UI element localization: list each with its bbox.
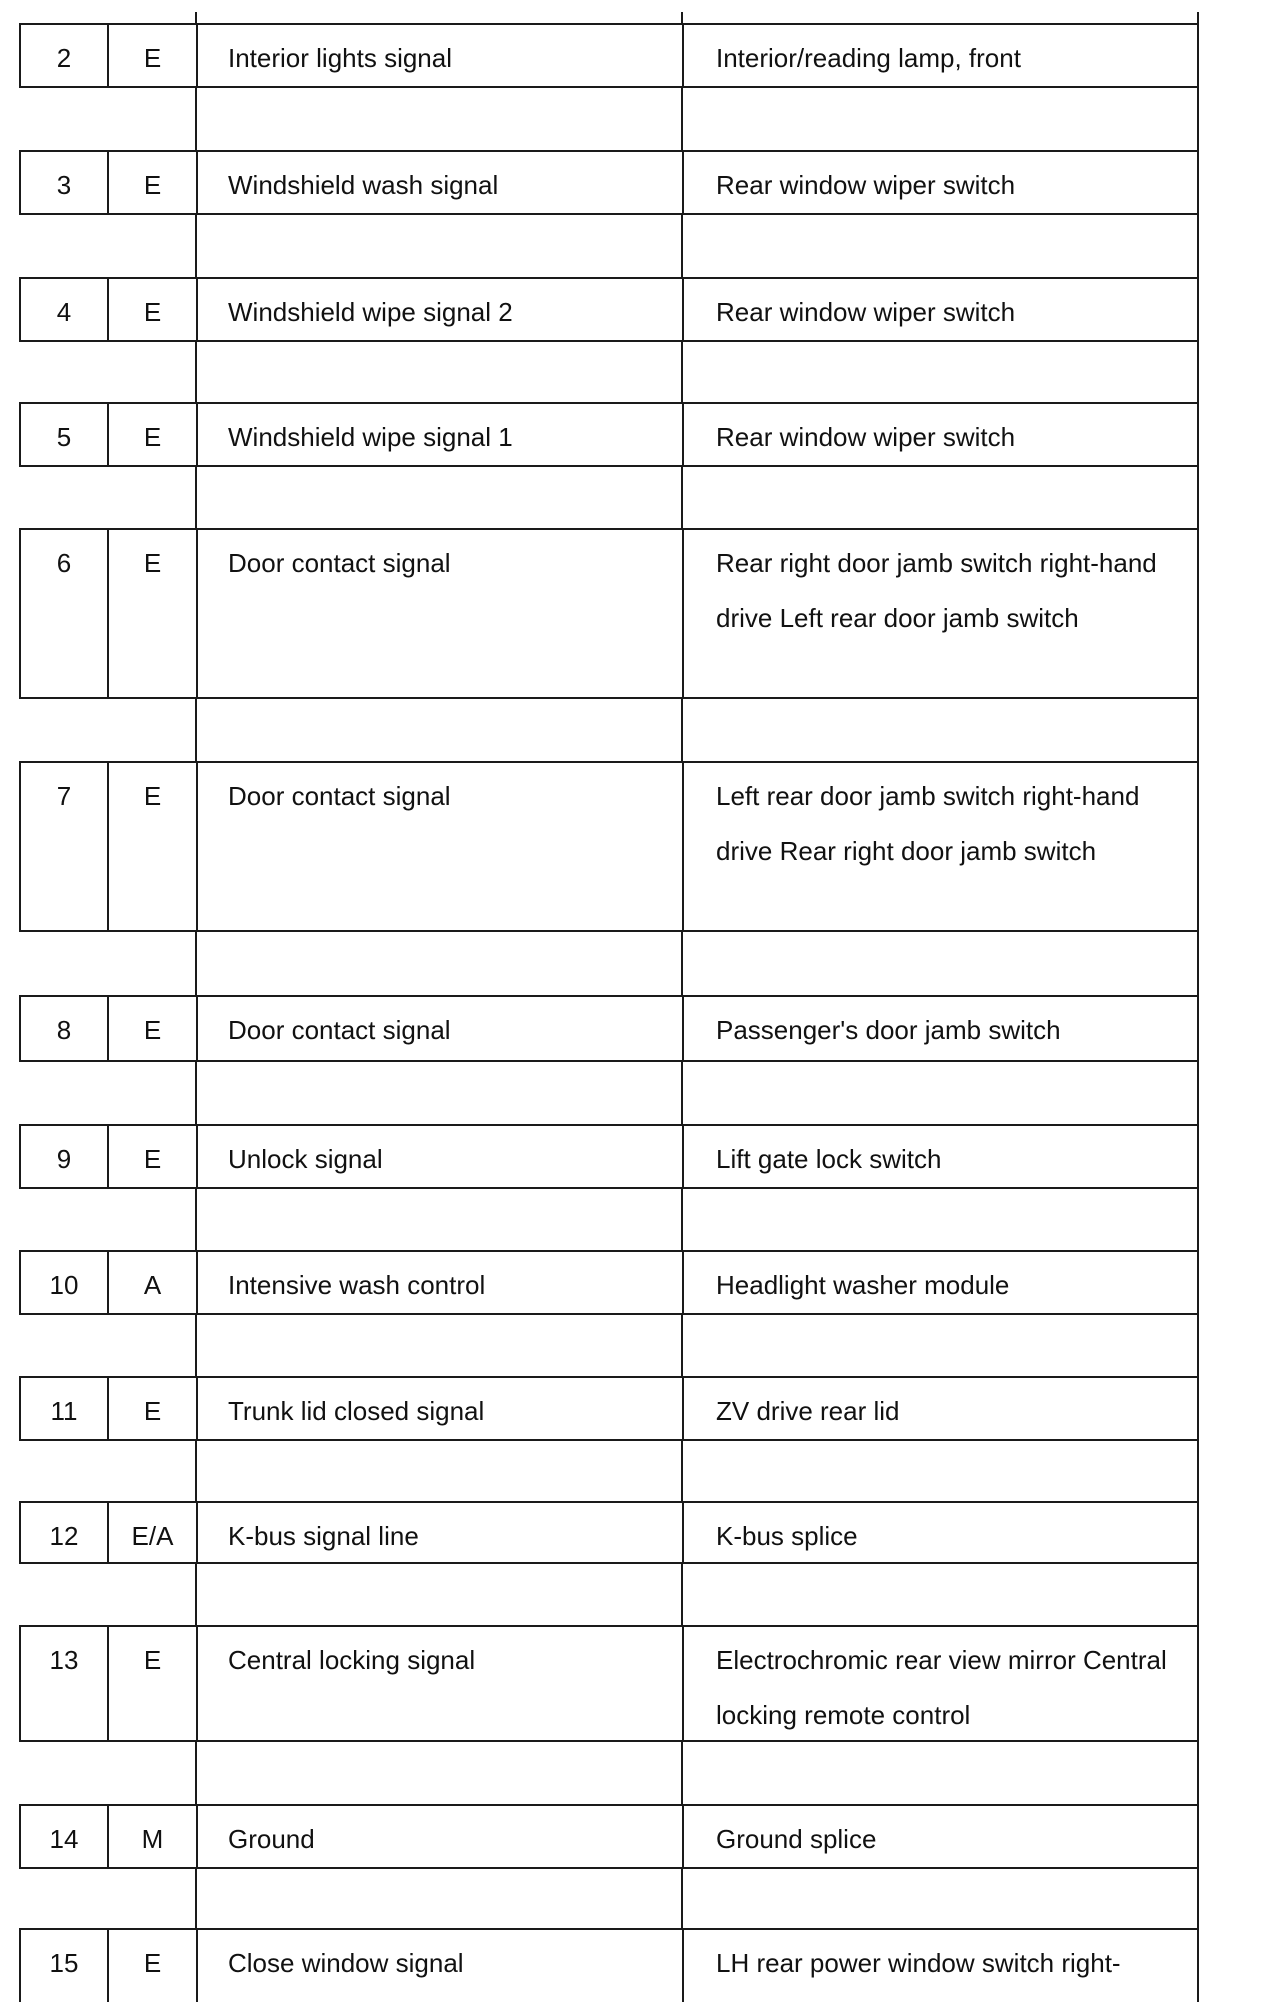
signal-type: E (109, 997, 198, 1060)
signal-description: Intensive wash control (198, 1252, 684, 1313)
signal-description: Central locking signal (198, 1627, 684, 1740)
signal-type: E (109, 25, 198, 86)
table-row-pin-4 (19, 277, 1199, 342)
table-row-pin-15 (19, 1928, 1199, 2002)
connected-component: Rear window wiper switch (716, 170, 1016, 200)
signal-type: E (109, 404, 198, 465)
signal-type: E (109, 1378, 198, 1439)
signal-description: Windshield wipe signal 2 (198, 279, 684, 340)
signal-description: Interior lights signal (198, 25, 684, 86)
table-row-pin-9 (19, 1124, 1199, 1189)
table-row-pin-14 (19, 1804, 1199, 1869)
connected-component: K-bus splice (716, 1521, 858, 1551)
table-row-pin-3 (19, 150, 1199, 215)
table-row-pin-5 (19, 402, 1199, 467)
connected-component: Ground splice (716, 1824, 877, 1854)
signal-type: E (109, 763, 198, 930)
signal-type: E/A (109, 1503, 198, 1562)
signal-type: E (109, 530, 198, 697)
signal-description: Door contact signal (198, 997, 684, 1060)
table-row-pin-10 (19, 1250, 1199, 1315)
connected-component: Lift gate lock switch (716, 1144, 942, 1174)
signal-type: E (109, 1126, 198, 1187)
connected-component: Passenger's door jamb switch (716, 1015, 1061, 1045)
pin-number: 10 (21, 1252, 109, 1313)
connected-component: Left rear door jamb switch right-hand drive Rear right door jamb switch (716, 781, 1140, 866)
connected-component: Electrochromic rear view mirror Central locking remote control (716, 1645, 1167, 1730)
pin-number: 15 (21, 1930, 109, 2002)
pin-number: 11 (21, 1378, 109, 1439)
pin-number: 13 (21, 1627, 109, 1740)
pin-number: 12 (21, 1503, 109, 1562)
signal-description: Door contact signal (198, 763, 684, 930)
signal-description: Door contact signal (198, 530, 684, 697)
signal-description: Trunk lid closed signal (198, 1378, 684, 1439)
pin-number: 2 (21, 25, 109, 86)
signal-type: E (109, 152, 198, 213)
connected-component: LH rear power window switch right- (716, 1948, 1121, 1978)
pin-number: 5 (21, 404, 109, 465)
signal-description: K-bus signal line (198, 1503, 684, 1562)
table-row-pin-7 (19, 761, 1199, 932)
table-row-pin-8 (19, 995, 1199, 1062)
signal-description: Ground (198, 1806, 684, 1867)
signal-type: E (109, 279, 198, 340)
pin-number: 8 (21, 997, 109, 1060)
connected-component: ZV drive rear lid (716, 1396, 900, 1426)
signal-description: Close window signal (198, 1930, 684, 2002)
pin-number: 4 (21, 279, 109, 340)
connected-component: Interior/reading lamp, front (716, 43, 1021, 73)
pin-number: 14 (21, 1806, 109, 1867)
signal-type: M (109, 1806, 198, 1867)
connected-component: Headlight washer module (716, 1270, 1010, 1300)
connected-component: Rear right door jamb switch right-hand drive Left rear door jamb switch (716, 548, 1157, 633)
signal-type: E (109, 1627, 198, 1740)
table-row-pin-2 (19, 23, 1199, 88)
connected-component: Rear window wiper switch (716, 422, 1016, 452)
signal-type: A (109, 1252, 198, 1313)
table-row-pin-12 (19, 1501, 1199, 1564)
table-row-pin-6 (19, 528, 1199, 699)
table-row-pin-11 (19, 1376, 1199, 1441)
table-row-pin-13 (19, 1625, 1199, 1742)
signal-type: E (109, 1930, 198, 2002)
connected-component: Rear window wiper switch (716, 297, 1016, 327)
pin-number: 3 (21, 152, 109, 213)
pin-number: 9 (21, 1126, 109, 1187)
pin-number: 7 (21, 763, 109, 930)
signal-description: Windshield wash signal (198, 152, 684, 213)
pin-number: 6 (21, 530, 109, 697)
signal-description: Unlock signal (198, 1126, 684, 1187)
signal-description: Windshield wipe signal 1 (198, 404, 684, 465)
